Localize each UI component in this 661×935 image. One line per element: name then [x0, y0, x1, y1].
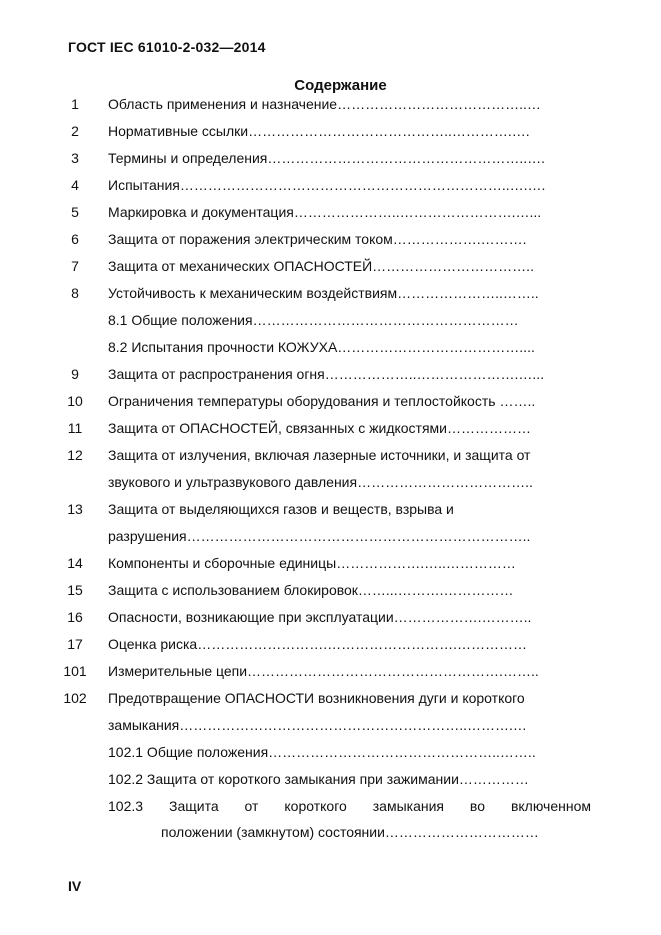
- toc-entry: [0, 339, 661, 357]
- toc-entry-text: замыкания……………………………………………………..……….…: [108, 717, 527, 733]
- toc-entry: [0, 824, 661, 842]
- toc-entry-number: 16: [67, 609, 83, 625]
- toc-entry: [0, 717, 661, 735]
- toc-entry: [0, 393, 661, 411]
- document-code: ГОСТ IEC 61010-2-032—2014: [68, 39, 266, 55]
- toc-entry-text: Защита от распространения огня………………..………………….…...: [108, 366, 545, 382]
- page-number: IV: [68, 878, 82, 894]
- toc-entry-text: 8.1 Общие положения…………………………………………………: [108, 312, 519, 328]
- toc-entry-number: 9: [71, 366, 79, 382]
- toc-entry: [0, 798, 661, 816]
- toc-entry-text: Область применения и назначение…………………………………..…: [108, 96, 541, 112]
- toc-entry-text: Предотвращение ОПАСНОСТИ возникновения дуги и короткого: [108, 690, 525, 706]
- toc-entry-number: 17: [67, 636, 83, 652]
- toc-entry: [0, 285, 661, 303]
- toc-entry-number: 8: [71, 285, 79, 301]
- toc-entry: [0, 744, 661, 762]
- toc-entry-text: Испытания……………………………………………………………..….….: [108, 177, 546, 193]
- toc-title: Содержание: [294, 77, 387, 94]
- toc-entry: [0, 150, 661, 168]
- toc-entry-text: звукового и ультразвукового давления………………………………..: [108, 474, 533, 490]
- toc-entry-text: Защита от механических ОПАСНОСТЕЙ……………………………..: [108, 258, 534, 274]
- toc-entry-number: 7: [71, 258, 79, 274]
- toc-entry-number: 10: [67, 393, 83, 409]
- toc-entry-text: Маркировка и документация…………………..…………………….…...: [108, 204, 542, 220]
- toc-entry: [0, 123, 661, 141]
- toc-entry: [0, 204, 661, 222]
- toc-entry-number: 6: [71, 231, 79, 247]
- toc-entry-number: 4: [71, 177, 79, 193]
- toc-entry-number: 5: [71, 204, 79, 220]
- toc-entry-text: Защита от поражения электрическим током……………….……….: [108, 231, 527, 247]
- toc-entry-text: Ограничения температуры оборудования и теплостойкость ……..: [108, 393, 536, 409]
- toc-entry: [0, 231, 661, 249]
- toc-entry-text: 102.1 Общие положения…………………………………………..……..: [108, 744, 536, 760]
- toc-entry: [0, 258, 661, 276]
- toc-entry-text: Устойчивость к механическим воздействиям…………………..……..: [108, 285, 539, 301]
- toc-entry-number: 11: [67, 420, 83, 436]
- toc-entry-text: Оценка риска……………………….……………………….……………: [108, 636, 527, 652]
- toc-entry: [0, 555, 661, 573]
- toc-entry-text: 102.3 Защита от короткого замыкания во включенном: [108, 798, 591, 814]
- toc-entry-text: Защита от ОПАСНОСТЕЙ, связанных с жидкостями………………: [108, 420, 531, 436]
- toc-entry-text: Опасности, возникающие при эксплуатации……………….………..: [108, 609, 532, 625]
- toc-entry-text: Измерительные цепи……………………………………………….……..: [108, 663, 539, 679]
- toc-entry: [0, 771, 661, 789]
- toc-entry: [0, 582, 661, 600]
- toc-entry-number: 102: [63, 690, 87, 706]
- toc-entry-text: Защита с использованием блокировок……...……….……………: [108, 582, 514, 598]
- toc-entry-number: 2: [71, 123, 79, 139]
- toc-entry: [0, 96, 661, 114]
- toc-entry-text: 102.2 Защита от короткого замыкания при зажимании……………: [108, 771, 529, 787]
- toc-entry: [0, 177, 661, 195]
- toc-entry-text: Термины и определения………………………………………………..….: [108, 150, 546, 166]
- toc-entry-text: Компоненты и сборочные единицы……………….…..……………: [108, 555, 516, 571]
- toc-entry-text: разрушения………………………………………………………………..: [108, 528, 531, 544]
- toc-entry: [0, 636, 661, 654]
- toc-entry-text: Защита от выделяющихся газов и веществ, взрыва и: [108, 501, 454, 517]
- toc-entry: [0, 663, 661, 681]
- toc-entry-number: 12: [67, 447, 83, 463]
- toc-entry-text: Защита от излучения, включая лазерные источники, и защита от: [108, 447, 531, 463]
- toc-entry: [0, 447, 661, 465]
- toc-entry: [0, 474, 661, 492]
- toc-entry: [0, 366, 661, 384]
- toc-entry-text: положении (замкнутом) состоянии……………………………: [161, 824, 539, 840]
- toc-entry: [0, 501, 661, 519]
- toc-entry-number: 1: [71, 96, 79, 112]
- toc-entry-text: 8.2 Испытания прочности КОЖУХА…………………………………....: [108, 339, 535, 355]
- toc-entry-text: Нормативные ссылки……………………………………..………….….: [108, 123, 530, 139]
- toc-entry: [0, 312, 661, 330]
- toc-entry: [0, 528, 661, 546]
- toc-entry-number: 13: [67, 501, 83, 517]
- toc-entry: [0, 690, 661, 708]
- toc-entry: [0, 420, 661, 438]
- toc-entry: [0, 609, 661, 627]
- toc-entry-number: 3: [71, 150, 79, 166]
- toc-entry-number: 14: [67, 555, 83, 571]
- toc-entry-number: 15: [67, 582, 83, 598]
- toc-entry-number: 101: [63, 663, 87, 679]
